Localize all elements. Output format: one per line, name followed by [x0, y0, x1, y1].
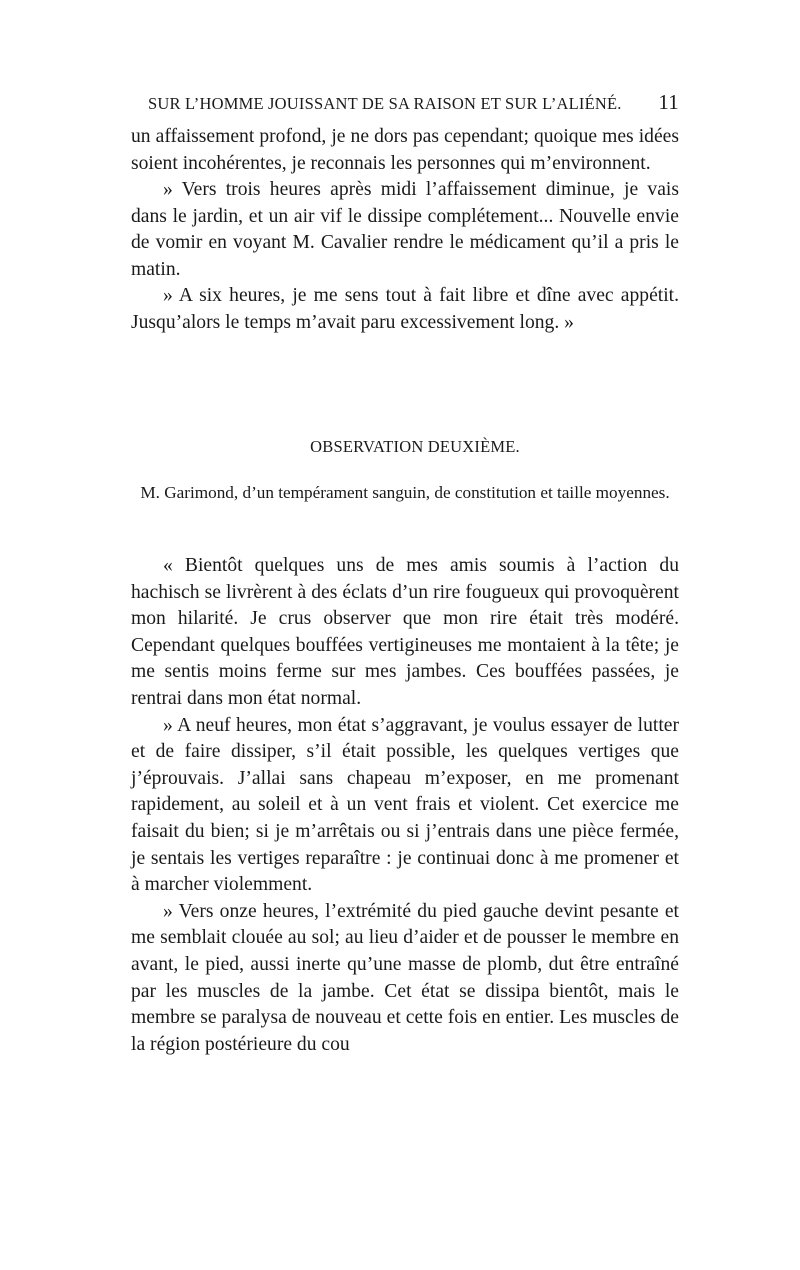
observation-subject: M. Garimond, d’un tempérament sanguin, de constitution et taille moyennes.: [140, 483, 670, 502]
page-number: 11: [658, 90, 679, 114]
paragraph: » Vers onze heures, l’extrémité du pied gauche devint pesante et me semblait clouée au sol; au lieu d’aider et de pousser le membre en avant, le pied, aussi inerte qu’une masse de plomb, dut être entraîné par les muscles de la jambe. Cet état se dissipa bientôt, mais le membre se paralysa de nouveau et cette fois en entier. Les muscles de la région postérieure du cou: [131, 900, 679, 1055]
observation-heading: OBSERVATION DEUXIÈME.: [310, 437, 520, 456]
running-title: SUR L’HOMME JOUISSANT DE SA RAISON ET SUR L’ALIÉNÉ.: [148, 94, 622, 113]
continued-text-block: [131, 124, 679, 336]
paragraph: » A six heures, je me sens tout à fait libre et dîne avec appétit. Jusqu’alors le temps m’avait paru excessivement long. »: [131, 285, 679, 333]
paragraph: « Bientôt quelques uns de mes amis soumis à l’action du hachisch se livrèrent à des éclats d’un rire fougueux qui provoquèrent mon hilarité. Je crus observer que mon rire était très modéré. Cependant quelques bouffées vertigineuses me montaient à la tête; je me sentis moins ferme sur mes jambes. Ces bouffées passées, je rentrai dans mon état normal.: [131, 555, 679, 709]
paragraph: un affaissement profond, je ne dors pas cependant; quoique mes idées soient incohérentes, je reconnais les personnes qui m’environnent.: [131, 126, 679, 174]
running-head: [131, 90, 679, 118]
paragraph: » A neuf heures, mon état s’aggravant, je voulus essayer de lutter et de faire dissiper, s’il était possible, les quelques vertiges que j’éprouvais. J’allai sans chapeau m’exposer, en me promenant rapidement, au soleil et à un vent frais et violent. Cet exercice me faisait du bien; si je m’arrêtais ou si j’entrais dans une pièce fermée, je sentais les vertiges reparaître : je continuai donc à me promener et à marcher violemment.: [131, 714, 679, 896]
paragraph: » Vers trois heures après midi l’affaissement diminue, je vais dans le jardin, et un air vif le dissipe complétement... Nouvelle envie de vomir en voyant M. Cavalier rendre le médicament qu’il a pris le matin.: [131, 179, 679, 280]
observation-text-block: [131, 553, 679, 1058]
